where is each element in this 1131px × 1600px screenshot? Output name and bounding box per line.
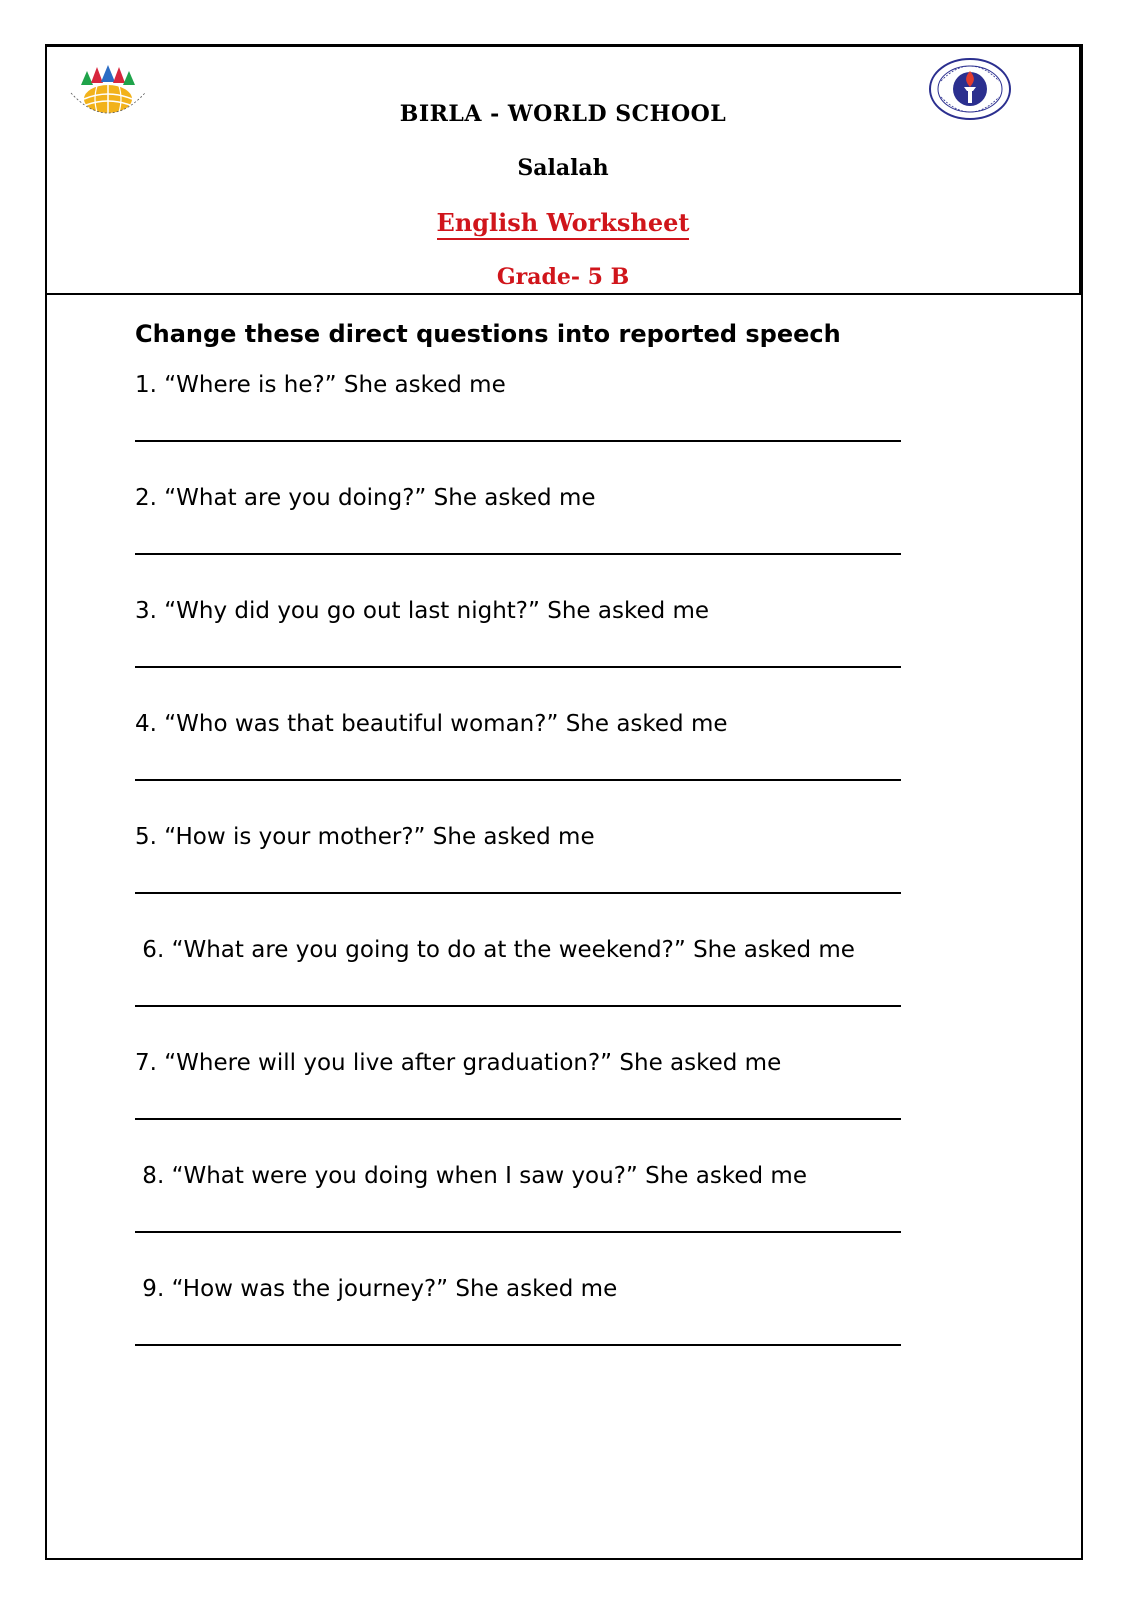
question-6 xyxy=(135,937,1035,1007)
question-2 xyxy=(135,485,1035,555)
question-text: 3. “Why did you go out last night?” She asked me xyxy=(135,598,710,624)
question-text: 5. “How is your mother?” She asked me xyxy=(135,824,595,850)
question-4 xyxy=(135,711,1035,781)
question-text: 2. “What are you doing?” She asked me xyxy=(135,485,596,511)
school-name: BIRLA - WORLD SCHOOL xyxy=(399,101,727,127)
worksheet-title-text: English Worksheet xyxy=(437,208,690,240)
question-1 xyxy=(135,372,1035,442)
answer-line-1[interactable] xyxy=(135,440,901,442)
answer-line-7[interactable] xyxy=(135,1118,901,1120)
worksheet-header xyxy=(47,47,1081,295)
answer-line-2[interactable] xyxy=(135,553,901,555)
question-7 xyxy=(135,1050,1035,1120)
answer-line-6[interactable] xyxy=(135,1005,901,1007)
question-text: 9. “How was the journey?” She asked me xyxy=(135,1276,618,1302)
question-text: 1. “Where is he?” She asked me xyxy=(135,372,506,398)
question-text: 4. “Who was that beautiful woman?” She asked me xyxy=(135,711,728,737)
answer-line-4[interactable] xyxy=(135,779,901,781)
question-text: 6. “What are you going to do at the weekend?” She asked me xyxy=(135,937,855,963)
answer-line-5[interactable] xyxy=(135,892,901,894)
school-city: Salalah xyxy=(517,155,609,181)
question-8 xyxy=(135,1163,1035,1233)
answer-line-8[interactable] xyxy=(135,1231,901,1233)
question-text: 8. “What were you doing when I saw you?” She asked me xyxy=(135,1163,807,1189)
question-5 xyxy=(135,824,1035,894)
question-3 xyxy=(135,598,1035,668)
worksheet-title xyxy=(47,208,1079,237)
answer-line-3[interactable] xyxy=(135,666,901,668)
worksheet-content xyxy=(135,320,1035,1302)
instruction-heading: Change these direct questions into reported speech xyxy=(135,320,841,348)
question-text: 7. “Where will you live after graduation?” She asked me xyxy=(135,1050,782,1076)
question-9 xyxy=(135,1276,1035,1346)
answer-line-9[interactable] xyxy=(135,1344,901,1346)
grade-label: Grade- 5 B xyxy=(496,264,630,290)
